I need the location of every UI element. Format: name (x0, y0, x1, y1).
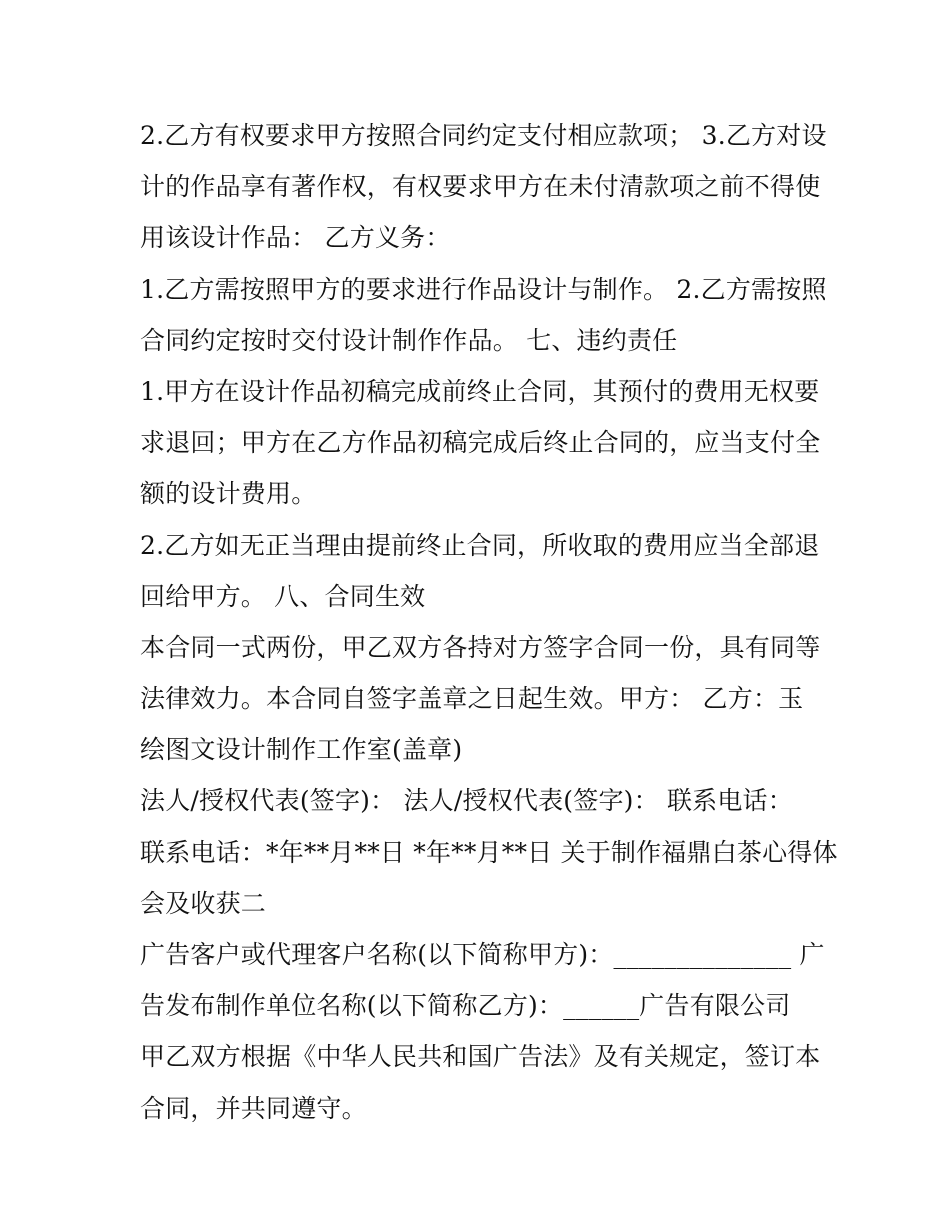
text-line-13: 绘图文设计制作工作室(盖章) (140, 735, 463, 765)
text-line-16: 会及收获二 (140, 888, 267, 918)
text-line-7: 求退回；甲方在乙方作品初稿完成后终止合同的，应当支付全 (140, 428, 821, 458)
contract-text (140, 110, 838, 1134)
text-line-18: 告发布制作单位名称(以下简称乙方)：______广告有限公司 (140, 991, 791, 1021)
text-line-17: 广告客户或代理客户名称(以下简称甲方)：______________ 广 (140, 940, 825, 969)
text-line-14: 法人/授权代表(签字)： 法人/授权代表(签字)： 联系电话： (140, 786, 793, 816)
text-line-11: 本合同一式两份，甲乙双方各持对方签字合同一份，具有同等 (140, 632, 821, 662)
text-line-5: 合同约定按时交付设计制作作品。 七、违约责任 (140, 325, 678, 355)
text-line-2: 计的作品享有著作权，有权要求甲方在未付清款项之前不得使 (140, 172, 821, 202)
text-line-15: 联系电话：*年**月**日 *年**月**日 关于制作福鼎白茶心得体 (140, 837, 838, 867)
text-line-3: 用该设计作品： 乙方义务： (140, 223, 451, 253)
text-line-19: 甲乙双方根据《中华人民共和国广告法》及有关规定，签订本 (140, 1042, 821, 1072)
text-line-6: 1.甲方在设计作品初稿完成前终止合同，其预付的费用无权要 (140, 376, 820, 406)
text-line-1: 2.乙方有权要求甲方按照合同约定支付相应款项； 3.乙方对设 (140, 121, 827, 150)
text-line-9: 2.乙方如无正当理由提前终止合同，所收取的费用应当全部退 (140, 530, 820, 560)
text-line-10: 回给甲方。 八、合同生效 (140, 581, 426, 611)
text-line-4: 1.乙方需按照甲方的要求进行作品设计与制作。 2.乙方需按照 (140, 274, 827, 304)
text-line-20: 合同，并共同遵守。 (140, 1093, 367, 1123)
text-line-12: 法律效力。本合同自签字盖章之日起生效。甲方： 乙方：玉 (140, 684, 804, 714)
text-line-8: 额的设计费用。 (140, 479, 317, 509)
